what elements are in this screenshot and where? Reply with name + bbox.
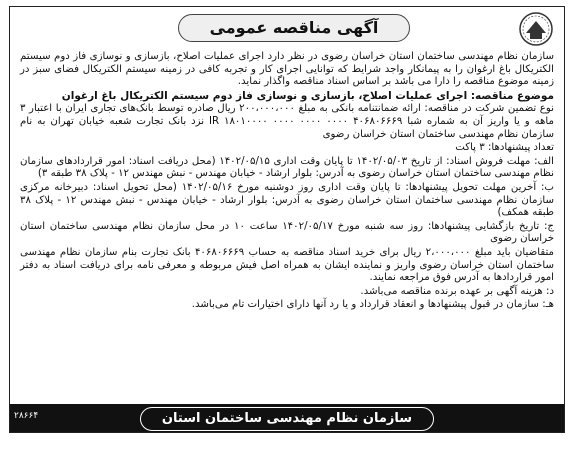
item-ad-cost: د: هزینه آگهی بر عهده برنده مناقصه می‌باشد. (360, 285, 554, 297)
tender-subject: موضوع مناقصه: اجرای عملیات اصلاح، بازسازی و نوسازی فاز دوم سیستم الکتریکال باغ ارغوان (61, 89, 554, 102)
item-sale-deadline: الف: مهلت فروش اسناد: از تاریخ ۱۴۰۲/۰۵/۰۳ تا پایان وقت اداری ۱۴۰۲/۰۵/۱۵ (محل دریافت اسناد: امور قراردادهای سازمان نظام مهندسی ساختمان استان خراسان رضوی به آدرس: بلوار ارشاد - خیابان مهندس - نبش مهندس ۱۲ - پلاک ۳۸ طبقه ۳) (20, 155, 554, 180)
intro-paragraph: سازمان نظام مهندسی ساختمان استان خراسان رضوی در نظر دارد اجرای عملیات اصلاح، بازسازی و نوسازی فاز دوم سیستم الکتریکال باغ ارغوان را به پیمانکار واجد شرایط که توانایی اجرای کار و تجربه کافی در زمینه سیستم الکتریکال فضای سبز در زمینه موضوع مناقصه را دارا می باشد بر اساس اسناد مناقصه واگذار نماید. (20, 51, 554, 88)
organization-logo-icon (518, 11, 554, 47)
footer-organization: سازمان نظام مهندسی ساختمان استان خراسان رضوی (140, 407, 434, 431)
item-payment-instructions: متقاضیان باید مبلغ ۲،۰۰۰،۰۰۰ ریال برای خرید اسناد مناقصه به حساب ۴۰۶۸۰۶۶۶۹ بانک تجارت بنام سازمان نظام مهندسی ساختمان استان خراسان رضوی واریز و نماینده ایشان به همراه اصل فیش مربوطه و معرفی نامه برای دریافت اسناد به دفتر امور قراردادها به آدرس فوق مراجعه نمایند. (20, 246, 555, 284)
guarantee-paragraph: نوع تضمین شرکت در مناقصه: ارائه ضمانتنامه بانکی به مبلغ ۲۰۰،۰۰۰،۰۰۰ ریال صادره توسط بانک‌های تجاری ایران با اعتبار ۳ ماهه و یا واریز آن به شماره شبا ۴۰۶۸۰۶۶۶۹ ۰۰۰۰ ۰۰۰۰ ۰۰۰۰ ۱۸۰۱۰۰۰۰ IR نزد بانک تجارت شعبه خیابان تهران به نام سازمان نظام مهندسی ساختمان استان خراسان رضوی (20, 103, 554, 140)
item-submission-deadline: ب: آخرین مهلت تحویل پیشنهادها: تا پایان وقت اداری روز دوشنبه مورخ ۱۴۰۲/۰۵/۱۶ (محل تحویل اسناد: دبیرخانه مرکزی سازمان نظام مهندسی ساختمان استان خراسان رضوی به آدرس: بلوار ارشاد - خیابان مهندس - نبش مهندس ۱۲ - پلاک ۳۸ طبقه همکف) (20, 181, 554, 219)
item-authority: هـ: سازمان در قبول پیشنهادها و انعقاد قرارداد و یا رد آنها دارای اختیارات تام می‌باشد. (191, 299, 554, 311)
notice-header (10, 7, 564, 43)
item-opening-date: ج: تاریخ بازگشایی پیشنهادها: روز سه شنبه مورخ ۱۴۰۲/۰۵/۱۷ ساعت ۱۰ در محل سازمان نظام مهندسی ساختمان استان خراسان رضوی (20, 220, 554, 245)
footer-band (10, 404, 564, 448)
ad-code: ۲۸۶۶۴ (14, 411, 39, 421)
tender-notice (9, 6, 565, 448)
notice-body (20, 51, 554, 313)
notice-title: آگهی مناقصه عمومی (178, 14, 410, 42)
envelopes-count: تعداد پیشنهادها: ۳ پاکت (455, 142, 554, 154)
